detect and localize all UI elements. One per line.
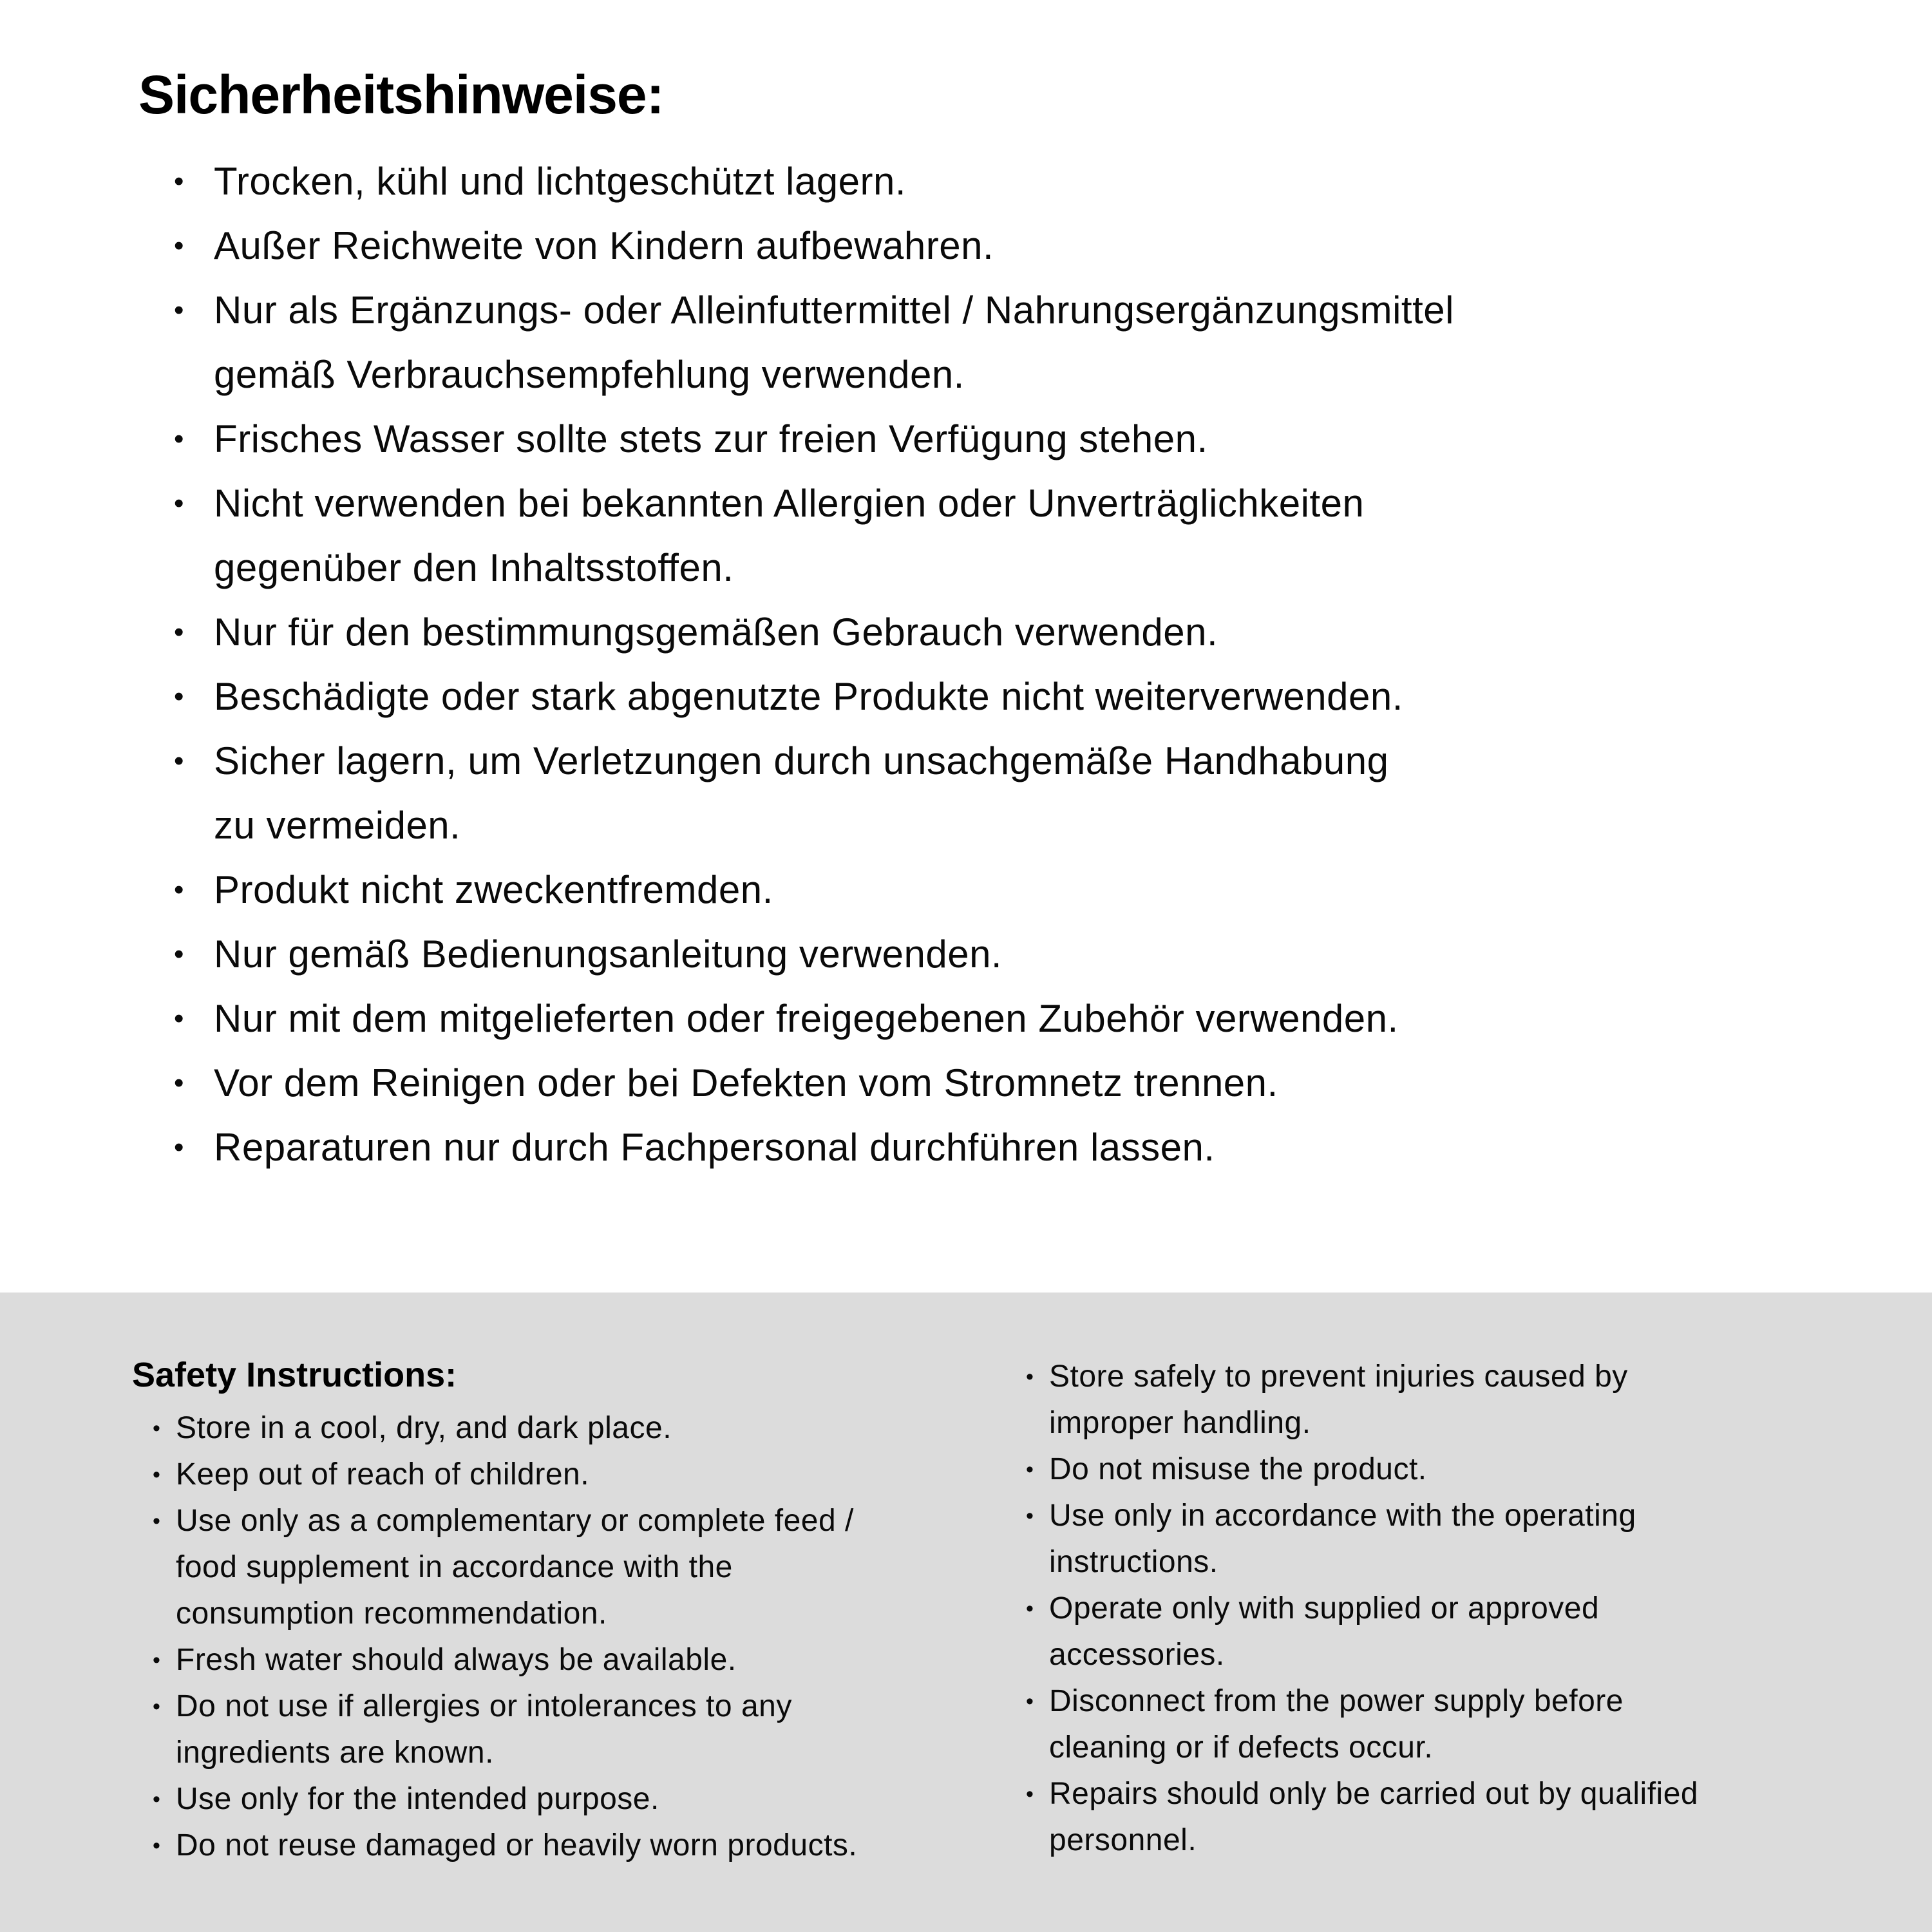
bullet-text-line: instructions. <box>1049 1545 1218 1579</box>
bullet-text-line: Use only as a complementary or complete feed / <box>176 1504 854 1538</box>
bullet-icon: • <box>174 938 184 970</box>
bullet-text-line: cleaning or if defects occur. <box>1049 1730 1434 1765</box>
english-title: Safety Instructions: <box>132 1356 457 1394</box>
bullet-item <box>174 149 1823 214</box>
bullet-text <box>176 1452 1008 1498</box>
bullet-text-line: Do not use if allergies or intolerances to any <box>176 1689 792 1723</box>
bullet-icon: • <box>153 1833 161 1858</box>
bullet-icon: • <box>174 1132 184 1163</box>
bullet-item <box>153 1683 1008 1776</box>
bullet-text-line: improper handling. <box>1049 1406 1311 1440</box>
bullet-item <box>174 858 1823 922</box>
bullet-icon: • <box>1026 1782 1034 1806</box>
bullet-item <box>174 214 1823 278</box>
bullet-text-line: Disconnect from the power supply before <box>1049 1684 1624 1718</box>
bullet-text <box>214 471 1823 600</box>
bullet-text-line: Operate only with supplied or approved <box>1049 1591 1600 1625</box>
bullet-text <box>214 987 1823 1051</box>
bullet-text-line: Store safely to prevent injuries caused by <box>1049 1359 1628 1394</box>
bullet-text <box>176 1776 1008 1823</box>
bullet-text <box>214 729 1823 858</box>
bullet-text <box>176 1637 1008 1683</box>
bullet-text-line: Frisches Wasser sollte stets zur freien Verfügung stehen. <box>214 417 1208 460</box>
bullet-text-line: personnel. <box>1049 1823 1197 1857</box>
bullet-text-line: Außer Reichweite von Kindern aufbewahren. <box>214 224 994 267</box>
bullet-item <box>174 665 1823 729</box>
bullet-text-line: Do not reuse damaged or heavily worn products. <box>176 1828 858 1862</box>
bullet-item <box>174 407 1823 471</box>
bullet-item <box>174 922 1823 987</box>
bullet-text <box>214 600 1823 665</box>
bullet-text <box>214 149 1823 214</box>
bullet-text <box>176 1683 1008 1776</box>
bullet-item <box>153 1637 1008 1683</box>
bullet-item <box>153 1776 1008 1823</box>
bullet-icon: • <box>174 166 184 197</box>
bullet-icon: • <box>153 1787 161 1812</box>
bullet-item <box>174 729 1823 858</box>
bullet-icon: • <box>1026 1504 1034 1528</box>
bullet-text <box>214 214 1823 278</box>
bullet-icon: • <box>153 1694 161 1719</box>
bullet-item <box>1026 1678 1921 1771</box>
bullet-item <box>1026 1354 1921 1446</box>
english-right-list <box>1026 1354 1921 1864</box>
bullet-text-line: Store in a cool, dry, and dark place. <box>176 1411 672 1445</box>
bullet-text-line: zu vermeiden. <box>214 804 461 847</box>
bullet-text <box>176 1405 1008 1452</box>
bullet-text <box>214 922 1823 987</box>
bullet-text-line: Reparaturen nur durch Fachpersonal durchführen lassen. <box>214 1126 1215 1169</box>
bullet-item <box>174 1051 1823 1115</box>
bullet-text-line: gemäß Verbrauchsempfehlung verwenden. <box>214 353 965 396</box>
bullet-text-line: Sicher lagern, um Verletzungen durch unsachgemäße Handhabung <box>214 739 1389 782</box>
bullet-item <box>153 1452 1008 1498</box>
bullet-text-line: consumption recommendation. <box>176 1596 607 1631</box>
bullet-icon: • <box>153 1416 161 1441</box>
bullet-icon: • <box>153 1463 161 1487</box>
bullet-item <box>174 987 1823 1051</box>
bullet-text-line: Do not misuse the product. <box>1049 1452 1427 1486</box>
bullet-text-line: Keep out of reach of children. <box>176 1457 590 1492</box>
bullet-icon: • <box>1026 1596 1034 1621</box>
bullet-icon: • <box>1026 1689 1034 1714</box>
bullet-text <box>1049 1678 1921 1771</box>
bullet-icon: • <box>174 230 184 261</box>
bullet-text <box>1049 1586 1921 1678</box>
bullet-text <box>214 858 1823 922</box>
bullet-icon: • <box>174 681 184 712</box>
bullet-icon: • <box>174 874 184 905</box>
bullet-text <box>1049 1771 1921 1864</box>
bullet-text <box>214 1051 1823 1115</box>
bullet-text-line: Produkt nicht zweckentfremden. <box>214 868 773 911</box>
bullet-item <box>1026 1586 1921 1678</box>
bullet-icon: • <box>174 1003 184 1034</box>
bullet-text <box>214 407 1823 471</box>
bullet-item <box>174 600 1823 665</box>
bullet-text-line: Nur für den bestimmungsgemäßen Gebrauch verwenden. <box>214 611 1218 654</box>
bullet-text-line: Nur gemäß Bedienungsanleitung verwenden. <box>214 933 1003 976</box>
bullet-icon: • <box>1026 1457 1034 1482</box>
bullet-text-line: Trocken, kühl und lichtgeschützt lagern. <box>214 160 907 203</box>
bullet-item <box>174 471 1823 600</box>
bullet-text-line: Use only in accordance with the operating <box>1049 1499 1636 1533</box>
bullet-text-line: food supplement in accordance with the <box>176 1550 733 1584</box>
bullet-text-line: Vor dem Reinigen oder bei Defekten vom Stromnetz trennen. <box>214 1061 1278 1104</box>
german-title: Sicherheitshinweise: <box>138 64 664 125</box>
german-bullet-list <box>174 149 1823 1180</box>
bullet-text <box>1049 1446 1921 1493</box>
bullet-item <box>153 1405 1008 1452</box>
bullet-icon: • <box>174 745 184 777</box>
bullet-text-line: gegenüber den Inhaltsstoffen. <box>214 546 734 589</box>
bullet-item <box>1026 1446 1921 1493</box>
english-left-list <box>132 1405 1008 1869</box>
bullet-text-line: Nicht verwenden bei bekannten Allergien oder Unverträglichkeiten <box>214 482 1365 525</box>
bullet-text-line: Nur mit dem mitgelieferten oder freigegebenen Zubehör verwenden. <box>214 997 1399 1040</box>
bullet-text <box>176 1823 1008 1869</box>
english-right-column <box>1026 1354 1921 1864</box>
bullet-item <box>153 1823 1008 1869</box>
bullet-text <box>1049 1354 1921 1446</box>
bullet-icon: • <box>1026 1365 1034 1389</box>
bullet-text-line: accessories. <box>1049 1638 1225 1672</box>
bullet-item <box>174 1115 1823 1180</box>
bullet-text <box>176 1498 1008 1637</box>
bullet-item <box>153 1498 1008 1637</box>
bullet-text-line: Beschädigte oder stark abgenutzte Produkte nicht weiterverwenden. <box>214 675 1403 718</box>
bullet-icon: • <box>174 423 184 455</box>
bullet-icon: • <box>153 1648 161 1672</box>
bullet-text <box>214 1115 1823 1180</box>
bullet-text-line: Nur als Ergänzungs- oder Alleinfuttermittel / Nahrungsergänzungsmittel <box>214 289 1454 332</box>
bullet-text <box>1049 1493 1921 1586</box>
bullet-icon: • <box>153 1509 161 1533</box>
bullet-icon: • <box>174 488 184 519</box>
bullet-icon: • <box>174 294 184 326</box>
english-left-column <box>132 1354 1008 1869</box>
english-section <box>0 1293 1932 1932</box>
bullet-text-line: Use only for the intended purpose. <box>176 1782 659 1816</box>
bullet-icon: • <box>174 616 184 648</box>
bullet-text <box>214 665 1823 729</box>
bullet-icon: • <box>174 1067 184 1099</box>
bullet-text-line: ingredients are known. <box>176 1736 494 1770</box>
bullet-item <box>1026 1771 1921 1864</box>
bullet-text-line: Repairs should only be carried out by qualified <box>1049 1777 1699 1811</box>
bullet-item <box>174 278 1823 407</box>
bullet-item <box>1026 1493 1921 1586</box>
bullet-text <box>214 278 1823 407</box>
bullet-text-line: Fresh water should always be available. <box>176 1643 737 1677</box>
